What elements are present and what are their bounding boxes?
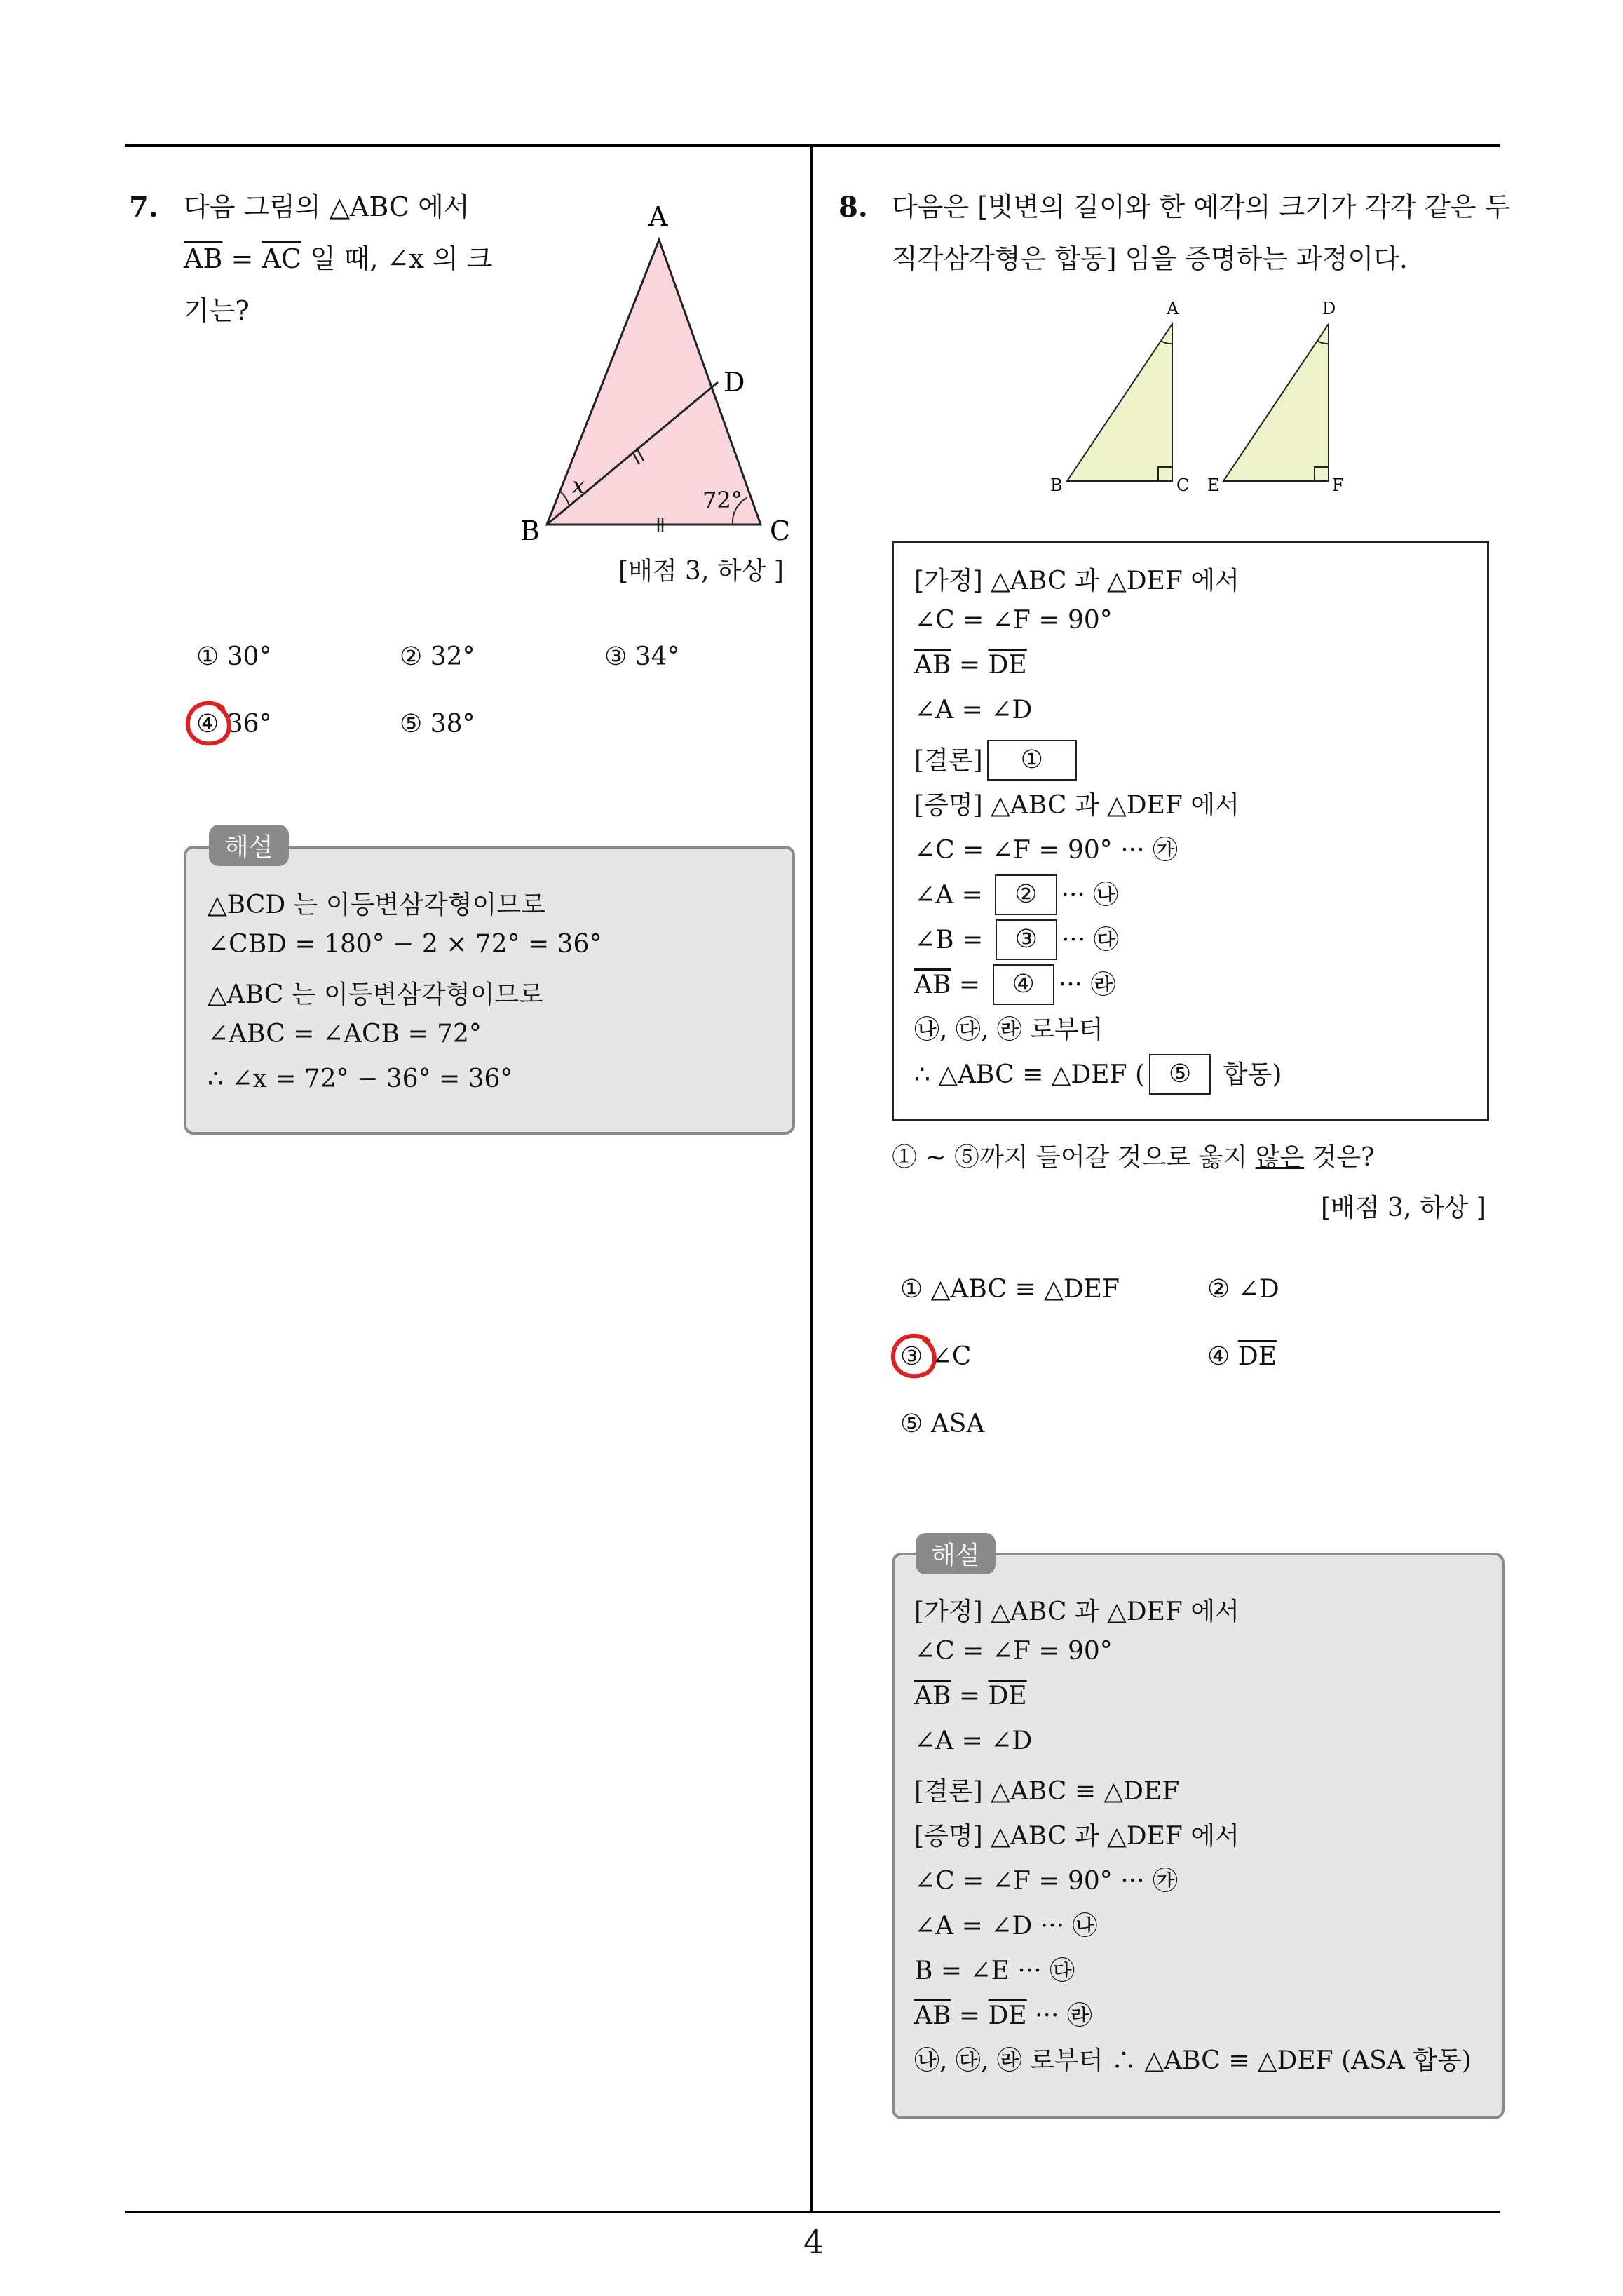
ask-text-a: ① ~ ⑤까지 들어갈 것으로 옳지 bbox=[892, 1143, 1256, 1172]
equals: = bbox=[951, 971, 989, 999]
answer-mark-circle-icon bbox=[886, 1328, 942, 1384]
question-text-line1: 다음 그림의 △ABC 에서 bbox=[184, 191, 470, 222]
segment-ac: $\overline{AC}$ bbox=[262, 243, 301, 274]
angle-b-text: ∠B = bbox=[914, 926, 991, 954]
vertex-d-label: D bbox=[724, 367, 745, 398]
equals: = bbox=[951, 651, 989, 680]
mark-da: ··· ㉰ bbox=[1061, 926, 1119, 954]
question-text-line1: 다음은 [빗변의 길이와 한 예각의 크기가 각각 같은 두 bbox=[892, 191, 1511, 222]
triangle-abc bbox=[1067, 324, 1172, 481]
score-label: [배점 3, 하상 ] bbox=[1321, 1194, 1486, 1222]
choice-number: ① bbox=[900, 1275, 923, 1304]
solution-line-1: [가정] △ABC 과 △DEF 에서 bbox=[914, 1598, 1240, 1626]
choice-text: 30° bbox=[226, 642, 272, 671]
vertex-b-label: B bbox=[520, 515, 540, 546]
vertex-b-label: B bbox=[1050, 475, 1063, 495]
blank-1: ① bbox=[987, 740, 1077, 781]
proof-line-12 bbox=[914, 1055, 1282, 1097]
question-text-rest: 일 때, ∠x 의 크 bbox=[301, 243, 493, 274]
mark-na: ··· ㉯ bbox=[1061, 881, 1119, 910]
equals: = bbox=[951, 1682, 989, 1710]
mark-ra: ··· ㉱ bbox=[1058, 971, 1116, 999]
right-triangles-figure bbox=[1038, 295, 1367, 498]
angle-x-label: x bbox=[572, 472, 585, 499]
choice-number: ④ bbox=[196, 710, 219, 738]
conclusion-label: [결론] bbox=[914, 746, 983, 775]
solution-line-4: ∠ABC = ∠ACB = 72° bbox=[208, 1020, 482, 1048]
conclusion-text: ∴ △ABC ≡ △DEF ( bbox=[914, 1060, 1146, 1089]
question-number: 7. bbox=[129, 191, 158, 224]
choice-1[interactable] bbox=[196, 642, 272, 671]
ask-text-b: 것은? bbox=[1304, 1143, 1375, 1172]
solution-tag: 해설 bbox=[916, 1533, 996, 1574]
proof-line-1: [가정] △ABC 과 △DEF 에서 bbox=[914, 567, 1240, 595]
solution-line-7: ∠C = ∠F = 90° ··· ㉮ bbox=[914, 1867, 1178, 1896]
congruence-suffix: 합동) bbox=[1215, 1060, 1282, 1089]
choice-text: 38° bbox=[430, 710, 475, 738]
bottom-rule bbox=[125, 2211, 1500, 2213]
solution-line-10 bbox=[914, 1996, 1092, 2032]
solution-line-8: ∠A = ∠D ··· ㉯ bbox=[914, 1912, 1098, 1940]
answer-mark-circle-icon bbox=[181, 696, 237, 752]
solution-line-2: ∠CBD = 180° − 2 × 72° = 36° bbox=[208, 930, 602, 959]
score-label: [배점 3, 하상 ] bbox=[618, 557, 784, 586]
choice-text: ∠C bbox=[930, 1342, 972, 1371]
vertex-e-label: E bbox=[1207, 475, 1220, 495]
proof-line-11: ㉯, ㉰, ㉱ 로부터 bbox=[914, 1015, 1103, 1044]
segment-de: $\overline{DE}$ bbox=[988, 651, 1027, 680]
solution-line-3: △ABC 는 이등변삼각형이므로 bbox=[208, 980, 543, 1009]
top-rule bbox=[125, 144, 1500, 147]
choice-text: $\overline{DE}$ bbox=[1237, 1342, 1277, 1371]
choice-4[interactable] bbox=[1207, 1342, 1277, 1371]
question-number: 8. bbox=[838, 191, 868, 224]
choice-text: 32° bbox=[430, 642, 475, 671]
choice-number: ④ bbox=[1207, 1342, 1230, 1371]
solution-line-4: ∠A = ∠D bbox=[914, 1727, 1033, 1755]
mark-ra: ··· ㉱ bbox=[1026, 2001, 1092, 2030]
proof-line-10 bbox=[914, 965, 1116, 1007]
segment-ab: $\overline{AB}$ bbox=[914, 2001, 951, 2030]
choice-text: ∠D bbox=[1237, 1275, 1279, 1304]
ask-underlined: 않은 bbox=[1255, 1143, 1305, 1172]
choice-5[interactable] bbox=[900, 1410, 984, 1438]
proof-line-7: ∠C = ∠F = 90° ··· ㉮ bbox=[914, 836, 1178, 865]
proof-line-5 bbox=[914, 741, 1081, 783]
choice-text: 36° bbox=[226, 710, 272, 738]
page-number: 4 bbox=[803, 2223, 824, 2261]
solution-tag: 해설 bbox=[209, 825, 289, 866]
segment-ab: $\overline{AB}$ bbox=[184, 243, 223, 274]
question-text-line2 bbox=[184, 233, 492, 285]
equals: = bbox=[222, 243, 262, 274]
equals: = bbox=[951, 2001, 989, 2030]
question-text-line3: 기는? bbox=[184, 295, 250, 326]
solution-line-9: B = ∠E ··· ㉰ bbox=[914, 1957, 1075, 1985]
proof-line-9 bbox=[914, 920, 1119, 962]
blank-5: ⑤ bbox=[1149, 1054, 1211, 1095]
segment-ab: $\overline{AB}$ bbox=[914, 651, 951, 680]
choice-number: ② bbox=[400, 642, 423, 671]
proof-line-3 bbox=[914, 651, 1027, 680]
isosceles-triangle-figure bbox=[519, 189, 813, 561]
choice-2[interactable] bbox=[1207, 1275, 1279, 1304]
choice-number: ⑤ bbox=[400, 710, 423, 738]
segment-de: $\overline{DE}$ bbox=[988, 2001, 1027, 2030]
angle-a-text: ∠A = bbox=[914, 881, 991, 910]
proof-line-6: [증명] △ABC 과 △DEF 에서 bbox=[914, 791, 1240, 820]
choice-text: ASA bbox=[930, 1410, 985, 1438]
solution-line-2: ∠C = ∠F = 90° bbox=[914, 1637, 1113, 1666]
segment-de: $\overline{DE}$ bbox=[988, 1682, 1027, 1710]
choice-number: ② bbox=[1207, 1275, 1230, 1304]
blank-4: ④ bbox=[993, 964, 1054, 1005]
choice-text: △ABC ≡ △DEF bbox=[930, 1275, 1120, 1304]
vertex-f-label: F bbox=[1332, 475, 1344, 495]
question-text-line2: 직각삼각형은 합동] 임을 증명하는 과정이다. bbox=[892, 243, 1408, 274]
vertex-a-label: A bbox=[1167, 299, 1179, 318]
choice-2[interactable] bbox=[400, 642, 475, 671]
choice-number: ① bbox=[196, 642, 219, 671]
choice-text: 34° bbox=[634, 642, 680, 671]
angle-c-label: 72° bbox=[702, 487, 742, 513]
triangle-def bbox=[1223, 324, 1329, 481]
solution-line-5: ∴ ∠x = 72° − 36° = 36° bbox=[208, 1065, 513, 1093]
proof-line-8 bbox=[914, 875, 1118, 917]
choice-1[interactable] bbox=[900, 1275, 1120, 1304]
vertex-c-label: C bbox=[1176, 475, 1190, 495]
segment-ab: $\overline{AB}$ bbox=[914, 1682, 951, 1710]
vertex-d-label: D bbox=[1322, 299, 1336, 318]
blank-3: ③ bbox=[996, 919, 1057, 960]
choice-number: ⑤ bbox=[900, 1410, 923, 1438]
vertex-a-label: A bbox=[648, 201, 668, 232]
vertex-c-label: C bbox=[770, 515, 791, 546]
proof-line-4: ∠A = ∠D bbox=[914, 696, 1033, 724]
blank-2: ② bbox=[995, 874, 1057, 915]
solution-line-5: [결론] △ABC ≡ △DEF bbox=[914, 1777, 1180, 1806]
solution-line-1: △BCD 는 이등변삼각형이므로 bbox=[208, 891, 545, 919]
choice-number: ③ bbox=[604, 642, 627, 671]
solution-line-3 bbox=[914, 1682, 1027, 1710]
segment-ab: $\overline{AB}$ bbox=[914, 971, 951, 999]
solution-line-6: [증명] △ABC 과 △DEF 에서 bbox=[914, 1822, 1240, 1851]
solution-line-11: ㉯, ㉰, ㉱ 로부터 ∴ △ABC ≡ △DEF (ASA 합동) bbox=[914, 2046, 1472, 2075]
choice-number: ③ bbox=[900, 1342, 923, 1371]
choice-5[interactable] bbox=[400, 710, 475, 738]
proof-line-2: ∠C = ∠F = 90° bbox=[914, 606, 1113, 635]
choice-3[interactable] bbox=[604, 642, 680, 671]
ask-text bbox=[892, 1132, 1374, 1184]
